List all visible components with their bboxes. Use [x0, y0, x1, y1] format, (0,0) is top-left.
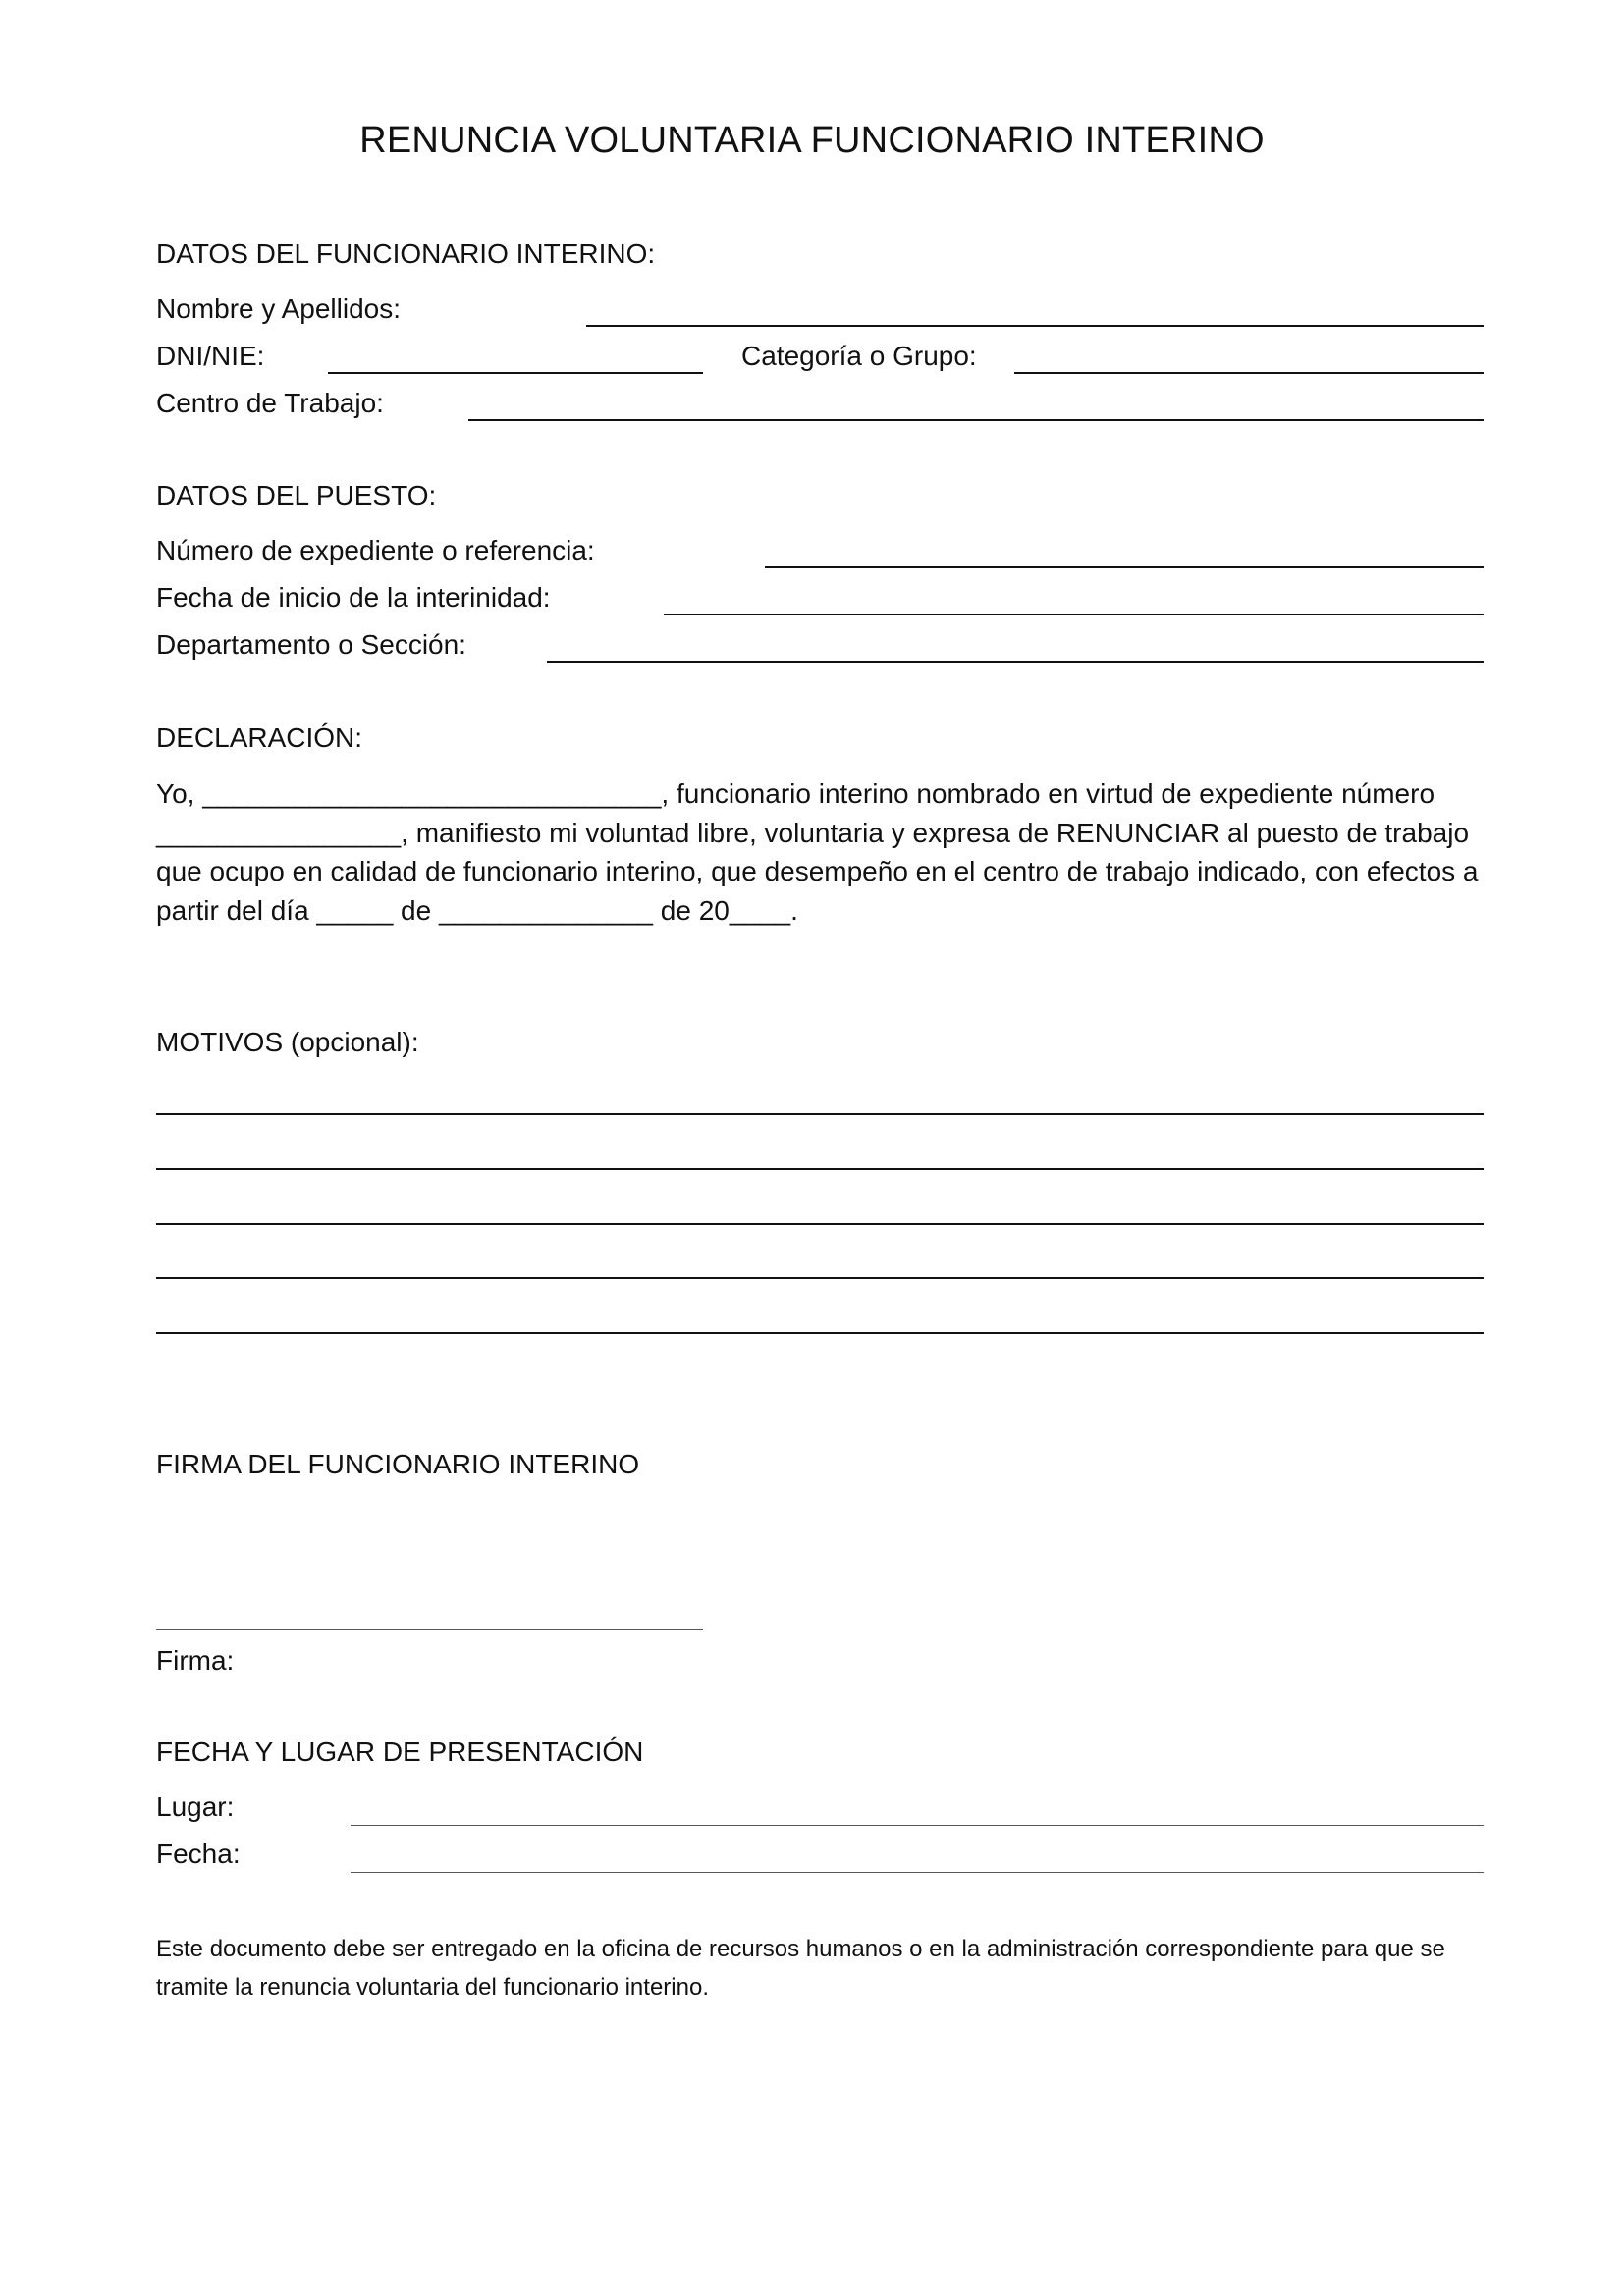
expediente-field[interactable] [765, 566, 1484, 568]
fecha-field[interactable] [351, 1872, 1484, 1873]
lugar-label: Lugar: [156, 1791, 235, 1822]
fecha-label: Fecha: [156, 1839, 241, 1869]
motivos-line[interactable] [156, 1113, 1484, 1115]
section-heading-firma: FIRMA DEL FUNCIONARIO INTERINO [156, 1449, 640, 1479]
nombre-field[interactable] [586, 325, 1484, 327]
section-heading-presentacion: FECHA Y LUGAR DE PRESENTACIÓN [156, 1736, 644, 1767]
nombre-label: Nombre y Apellidos: [156, 294, 402, 324]
departamento-field[interactable] [547, 661, 1484, 663]
section-heading-motivos: MOTIVOS (opcional): [156, 1027, 419, 1057]
dni-label: DNI/NIE: [156, 341, 265, 371]
declaracion-text: Yo, ______________________________, funcionario interino nombrado en virtud de expediente número ________________, manifiesto mi voluntad libre, voluntaria y expresa de RENUNCIAR al puesto de trabajo que ocupo en calidad de funcionario interino, que desempeño en el centro de trabajo indicado, con efectos a partir del día _____ de ______________ de 20____. [156, 778, 1479, 926]
firma-line[interactable] [156, 1629, 703, 1630]
firma-label: Firma: [156, 1645, 235, 1676]
section-heading-puesto: DATOS DEL PUESTO: [156, 480, 437, 510]
section-heading-declaracion: DECLARACIÓN: [156, 722, 363, 753]
centro-field[interactable] [468, 419, 1484, 421]
motivos-line[interactable] [156, 1223, 1484, 1225]
departamento-label: Departamento o Sección: [156, 629, 466, 660]
motivos-line[interactable] [156, 1168, 1484, 1170]
motivos-line[interactable] [156, 1277, 1484, 1279]
expediente-label: Número de expediente o referencia: [156, 535, 595, 565]
footer-note: Este documento debe ser entregado en la oficina de recursos humanos o en la administración correspondiente para que se tramite la renuncia voluntaria del funcionario interino. [156, 1936, 1445, 2001]
centro-label: Centro de Trabajo: [156, 388, 384, 418]
section-heading-funcionario: DATOS DEL FUNCIONARIO INTERINO: [156, 239, 656, 269]
fecha-inicio-field[interactable] [664, 614, 1484, 615]
dni-field[interactable] [328, 372, 703, 374]
motivos-line[interactable] [156, 1332, 1484, 1334]
categoria-label: Categoría o Grupo: [741, 341, 977, 371]
fecha-inicio-label: Fecha de inicio de la interinidad: [156, 582, 551, 613]
categoria-field[interactable] [1014, 372, 1484, 374]
page-title: RENUNCIA VOLUNTARIA FUNCIONARIO INTERINO [359, 120, 1265, 161]
lugar-field[interactable] [351, 1825, 1484, 1826]
